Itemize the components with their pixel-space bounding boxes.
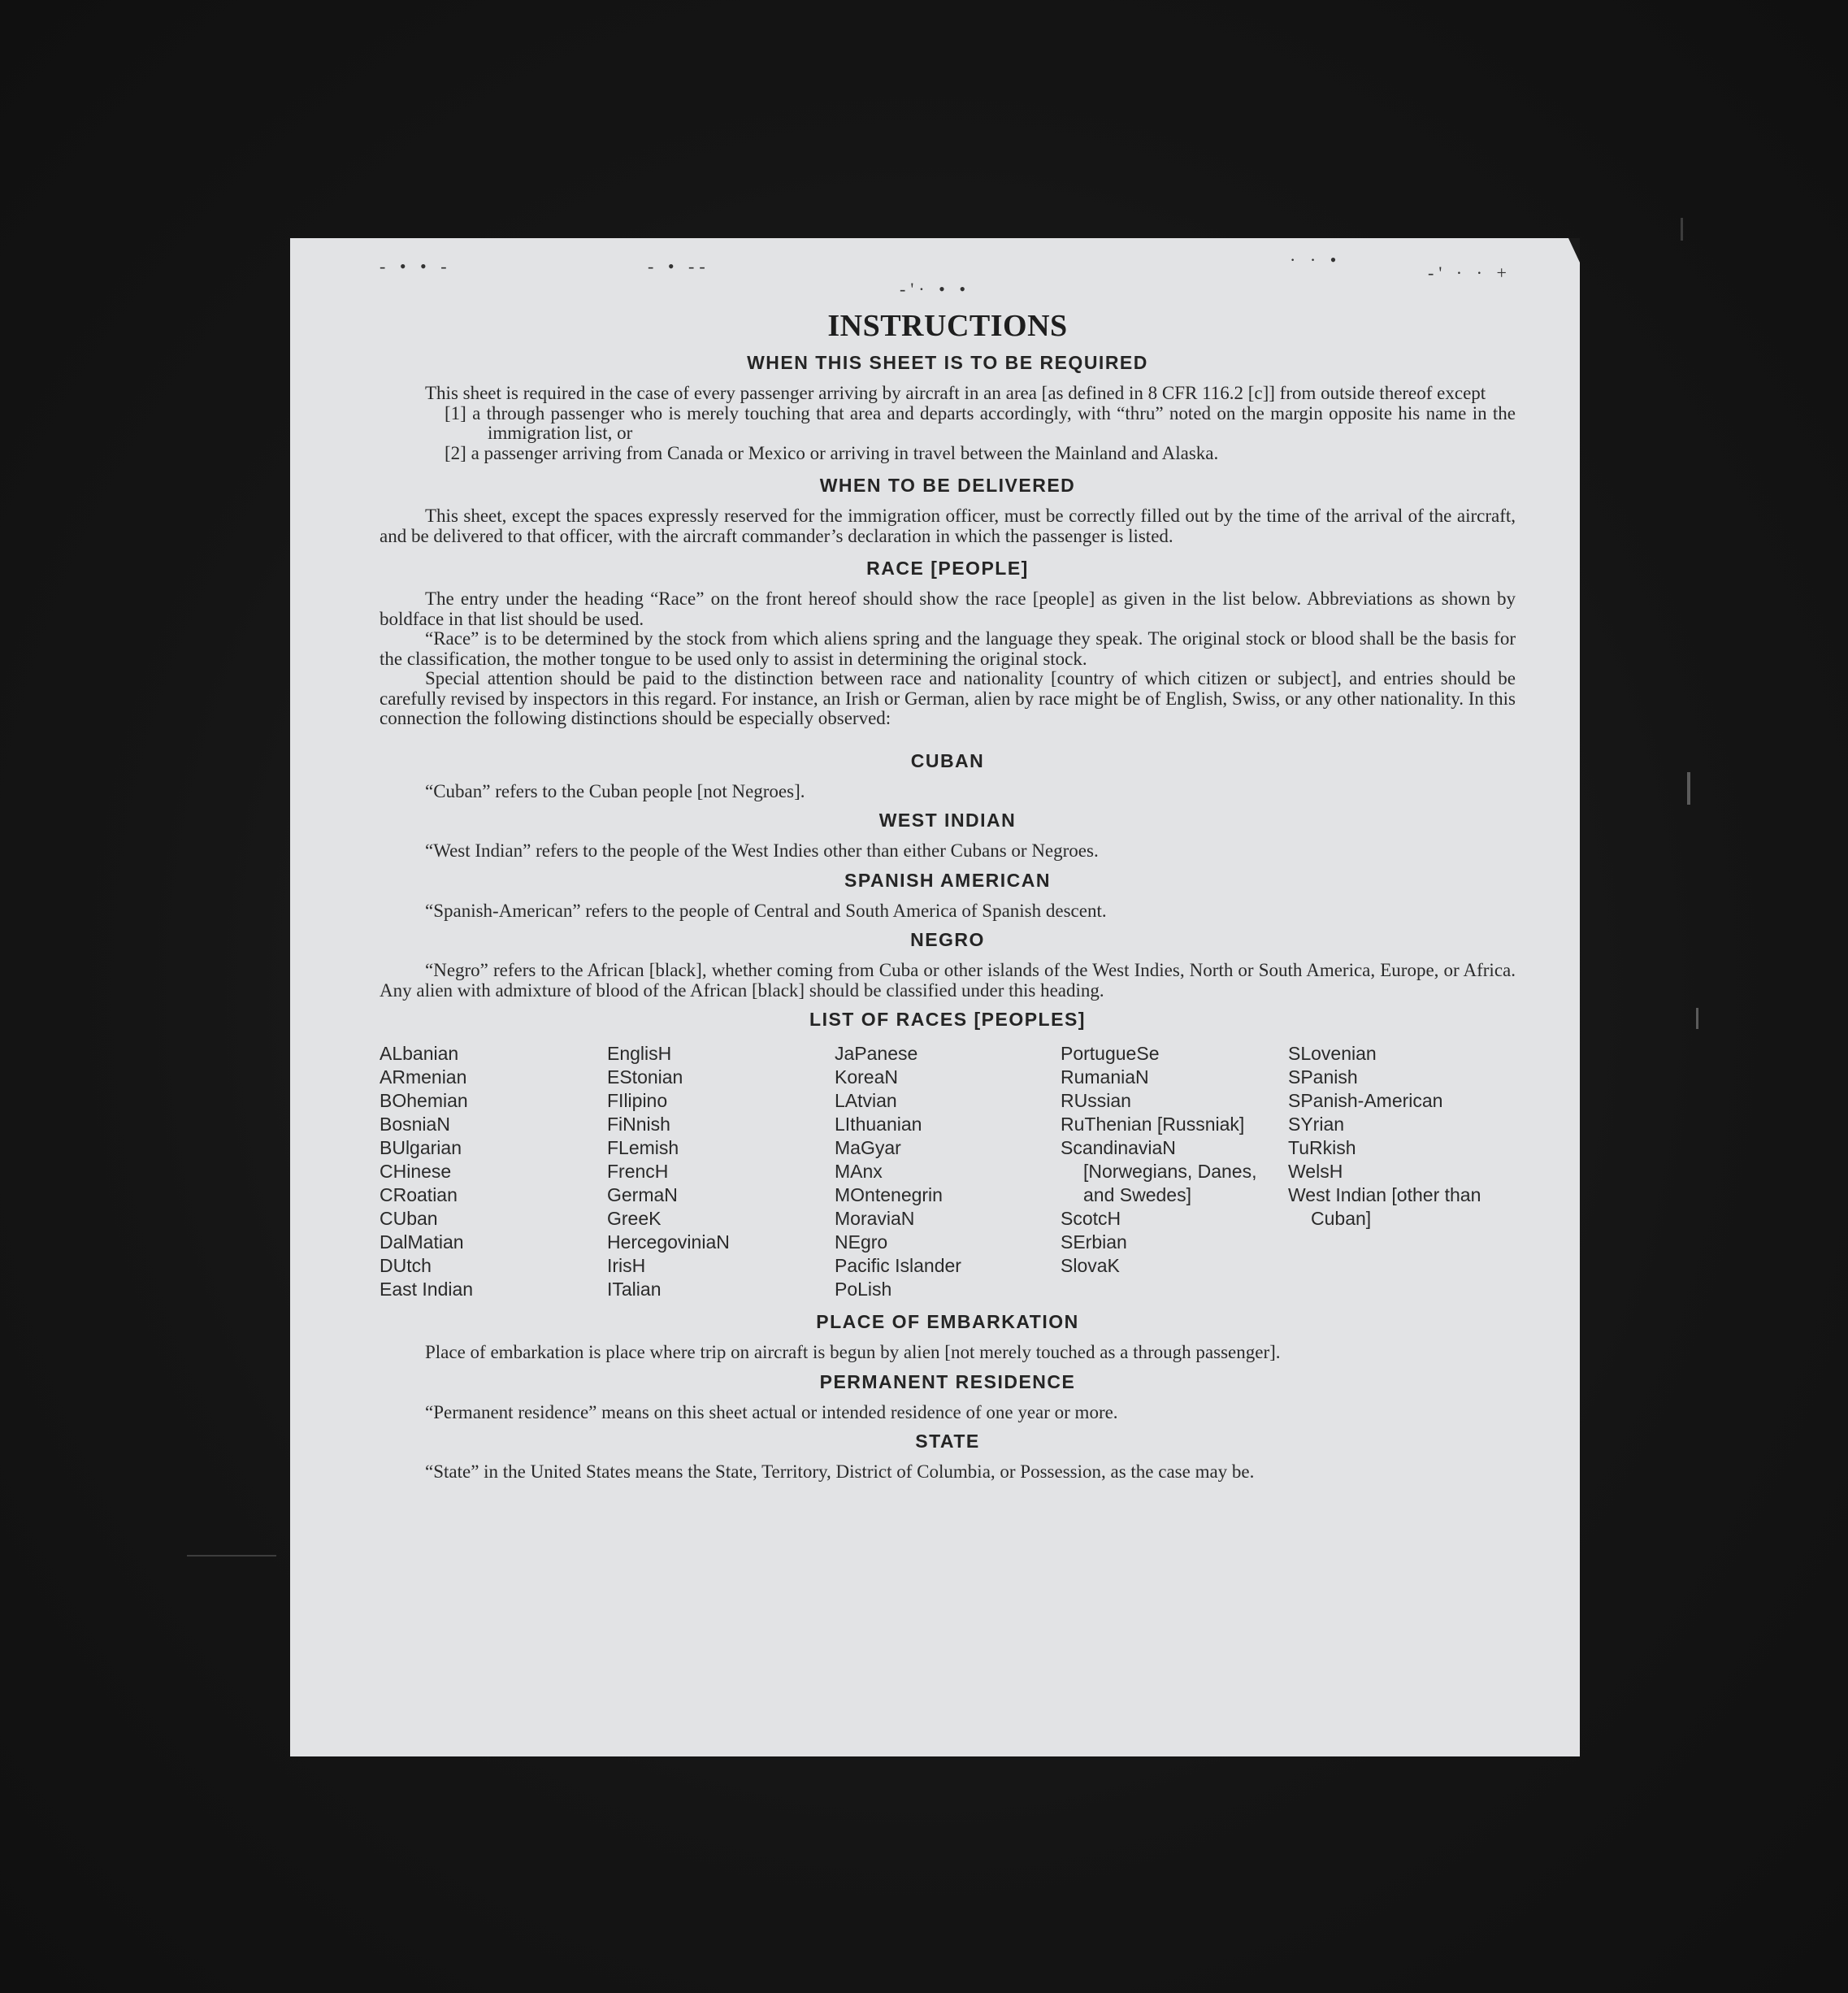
race-entry: IrisH bbox=[607, 1255, 646, 1276]
section-heading: NEGRO bbox=[910, 929, 985, 950]
document-page bbox=[290, 238, 1580, 1756]
race-entry: EStonian bbox=[607, 1066, 683, 1088]
race-entry: BUlgarian bbox=[380, 1137, 462, 1158]
section-negro bbox=[380, 929, 1516, 1001]
race-entry: SLovenian bbox=[1288, 1043, 1377, 1064]
race-entry: ScandinaviaN [Norwegians, Danes, and Swedes] bbox=[1061, 1137, 1257, 1205]
edge-marks: · · • bbox=[1290, 250, 1342, 270]
race-entry: KoreaN bbox=[835, 1066, 898, 1088]
race-entry: BosniaN bbox=[380, 1114, 450, 1135]
race-entry: ITalian bbox=[607, 1279, 662, 1300]
race-entry: SlovaK bbox=[1061, 1255, 1120, 1276]
section-delivered bbox=[380, 475, 1516, 546]
section-heading: PLACE OF EMBARKATION bbox=[816, 1311, 1079, 1332]
race-entry: MOntenegrin bbox=[835, 1184, 943, 1205]
race-entry: GreeK bbox=[607, 1208, 662, 1229]
race-entry: ScotcH bbox=[1061, 1208, 1121, 1229]
section-race-list bbox=[380, 1009, 1516, 1301]
section-text: This sheet is required in the case of every passenger arriving by aircraft in an area [as defined in 8 CFR 116.2 [c]] from outside thereof except bbox=[425, 383, 1486, 403]
race-entry: CRoatian bbox=[380, 1184, 458, 1205]
section-text: “Negro” refers to the African [black], whether coming from Cuba or other islands of the West Indies, North or South America, Europe, or Africa. Any alien with admixture of blood of the African [black] should be classified under this heading. bbox=[380, 960, 1516, 1001]
race-entry: DalMatian bbox=[380, 1231, 464, 1253]
race-column-1 bbox=[380, 1042, 607, 1301]
section-text: Special attention should be paid to the distinction between race and nationality [country of which citizen or subject], and entries should be carefully revised by inspectors in this regard. For instance, an Irish or German, alien by race might be of English, Swiss, or any other nationality. In this connection the following distinctions should be especially observed: bbox=[380, 668, 1516, 728]
section-text: “Permanent residence” means on this sheet actual or intended residence of one year or more. bbox=[425, 1401, 1118, 1422]
section-text: “State” in the United States means the State, Territory, District of Columbia, or Possession, as the case may be. bbox=[425, 1461, 1255, 1482]
race-entry: PoLish bbox=[835, 1279, 892, 1300]
edge-marks: - • -- bbox=[648, 256, 710, 276]
section-residence bbox=[380, 1371, 1516, 1423]
scan-speck bbox=[1687, 772, 1690, 805]
list-item: [1] a through passenger who is merely touching that area and departs accordingly, with “thru” noted on the margin opposite his name in the immigration list, or bbox=[445, 402, 1516, 443]
page-title: INSTRUCTIONS bbox=[827, 309, 1068, 343]
section-heading: WHEN THIS SHEET IS TO BE REQUIRED bbox=[747, 352, 1148, 373]
race-entry: GermaN bbox=[607, 1184, 678, 1205]
race-entry: LIthuanian bbox=[835, 1114, 922, 1135]
instructions-content bbox=[380, 308, 1516, 1494]
section-spanish-american bbox=[380, 870, 1516, 922]
race-entry: RuThenian [Russniak] bbox=[1061, 1114, 1245, 1135]
race-entry: DUtch bbox=[380, 1255, 432, 1276]
race-entry: ARmenian bbox=[380, 1066, 467, 1088]
race-entry: ALbanian bbox=[380, 1043, 459, 1064]
list-item: [2] a passenger arriving from Canada or Mexico or arriving in travel between the Mainland and Alaska. bbox=[445, 442, 1219, 463]
race-entry: MaGyar bbox=[835, 1137, 901, 1158]
race-entry: PortugueSe bbox=[1061, 1043, 1160, 1064]
section-text: Place of embarkation is place where trip on aircraft is begun by alien [not merely touched as a through passenger]. bbox=[425, 1342, 1281, 1362]
race-entry: FLemish bbox=[607, 1137, 679, 1158]
section-race bbox=[380, 558, 1516, 729]
section-state bbox=[380, 1431, 1516, 1483]
race-entry: JaPanese bbox=[835, 1043, 918, 1064]
section-heading: STATE bbox=[915, 1431, 980, 1452]
section-cuban bbox=[380, 750, 1516, 802]
race-entry: Pacific Islander bbox=[835, 1255, 961, 1276]
race-entry: BOhemian bbox=[380, 1090, 468, 1111]
scan-speck bbox=[1681, 218, 1683, 241]
edge-marks: -' · · + bbox=[1428, 263, 1512, 283]
race-entry: SYrian bbox=[1288, 1114, 1345, 1135]
race-entry: SErbian bbox=[1061, 1231, 1127, 1253]
scan-speck bbox=[1696, 1008, 1698, 1029]
race-column-5 bbox=[1288, 1042, 1516, 1301]
section-heading: WHEN TO BE DELIVERED bbox=[819, 475, 1076, 496]
section-text: “Cuban” refers to the Cuban people [not Negroes]. bbox=[425, 780, 805, 801]
race-entry: RumaniaN bbox=[1061, 1066, 1149, 1088]
race-entry: FiNnish bbox=[607, 1114, 670, 1135]
section-heading: PERMANENT RESIDENCE bbox=[819, 1370, 1076, 1392]
section-heading: CUBAN bbox=[910, 749, 985, 771]
section-required bbox=[380, 352, 1516, 463]
race-column-2 bbox=[607, 1042, 835, 1301]
section-text: This sheet, except the spaces expressly reserved for the immigration officer, must be correctly filled out by the time of the arrival of the aircraft, and be delivered to that officer, with the aircraft commander’s declaration in which the passenger is listed. bbox=[380, 506, 1516, 546]
section-heading: WEST INDIAN bbox=[878, 810, 1017, 831]
section-text: The entry under the heading “Race” on the front hereof should show the race [people] as given in the list below. Abbreviations as shown by boldface in that list should be used. bbox=[380, 588, 1516, 629]
edge-marks: - • • - bbox=[380, 256, 452, 276]
section-heading: SPANISH AMERICAN bbox=[844, 869, 1051, 891]
race-entry: EnglisH bbox=[607, 1043, 672, 1064]
race-column-4 bbox=[1061, 1042, 1288, 1301]
section-heading: LIST OF RACES [PEOPLES] bbox=[809, 1009, 1086, 1030]
race-entry: MoraviaN bbox=[835, 1208, 915, 1229]
race-column-3 bbox=[835, 1042, 1061, 1301]
edge-marks: -'· • • bbox=[900, 279, 971, 299]
section-text: “Race” is to be determined by the stock from which aliens spring and the language they speak. The original stock or blood shall be the basis for the classification, the mother tongue to be used only to assist in determining the original stock. bbox=[380, 628, 1516, 669]
race-entry: FrencH bbox=[607, 1161, 669, 1182]
race-list-grid bbox=[380, 1042, 1516, 1301]
race-entry: LAtvian bbox=[835, 1090, 897, 1111]
race-entry: SPanish bbox=[1288, 1066, 1358, 1088]
race-entry: CUban bbox=[380, 1208, 438, 1229]
section-text: “West Indian” refers to the people of the West Indies other than either Cubans or Negroes. bbox=[425, 840, 1099, 861]
race-entry: MAnx bbox=[835, 1161, 883, 1182]
scan-speck bbox=[187, 1555, 276, 1557]
race-entry: SPanish-American bbox=[1288, 1090, 1443, 1111]
race-entry: East Indian bbox=[380, 1279, 474, 1300]
race-entry: HercegoviniaN bbox=[607, 1231, 730, 1253]
page-corner bbox=[1568, 238, 1580, 263]
race-entry: NEgro bbox=[835, 1231, 888, 1253]
section-west-indian bbox=[380, 810, 1516, 862]
race-entry: CHinese bbox=[380, 1161, 452, 1182]
section-text: “Spanish-American” refers to the people of Central and South America of Spanish descent. bbox=[425, 900, 1107, 921]
race-entry: FIlipino bbox=[607, 1090, 668, 1111]
race-entry: WelsH bbox=[1288, 1161, 1343, 1182]
section-embarkation bbox=[380, 1311, 1516, 1363]
race-entry: RUssian bbox=[1061, 1090, 1131, 1111]
race-entry: West Indian [other than Cuban] bbox=[1288, 1184, 1481, 1229]
race-entry: TuRkish bbox=[1288, 1137, 1356, 1158]
section-heading: RACE [PEOPLE] bbox=[866, 558, 1029, 579]
